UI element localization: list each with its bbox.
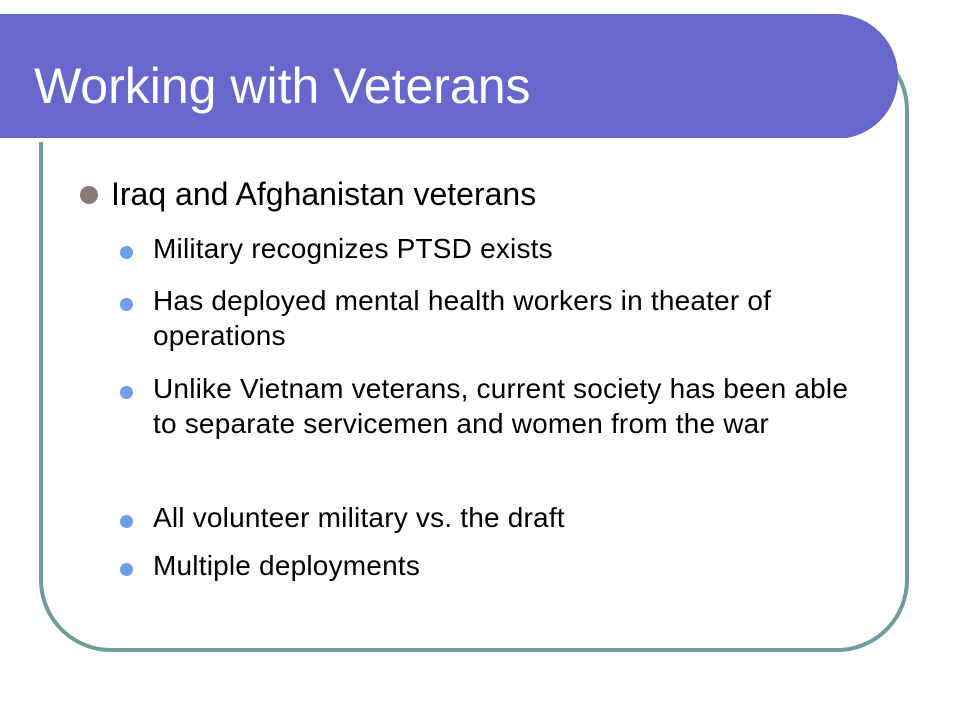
sub-bullet-icon (120, 246, 133, 259)
sub-bullet-icon (120, 298, 133, 311)
sub-bullet-text: All volunteer military vs. the draft (153, 502, 565, 533)
sub-bullet-text: Unlike Vietnam veterans, current society has been able to separate servicemen and women from the war (153, 373, 849, 439)
level1-bullet-text: Iraq and Afghanistan veterans (111, 176, 537, 212)
sub-bullet-icon (120, 386, 133, 399)
sub-bullet-icon (120, 515, 133, 528)
sub-bullet-icon (120, 563, 133, 576)
sub-bullet-text: Military recognizes PTSD exists (153, 233, 553, 264)
sub-bullet-text: Has deployed mental health workers in theater of operations (153, 285, 772, 351)
sub-bullet-text: Multiple deployments (153, 550, 421, 581)
level1-bullet-icon (80, 186, 98, 204)
slide-title: Working with Veterans (34, 58, 531, 114)
